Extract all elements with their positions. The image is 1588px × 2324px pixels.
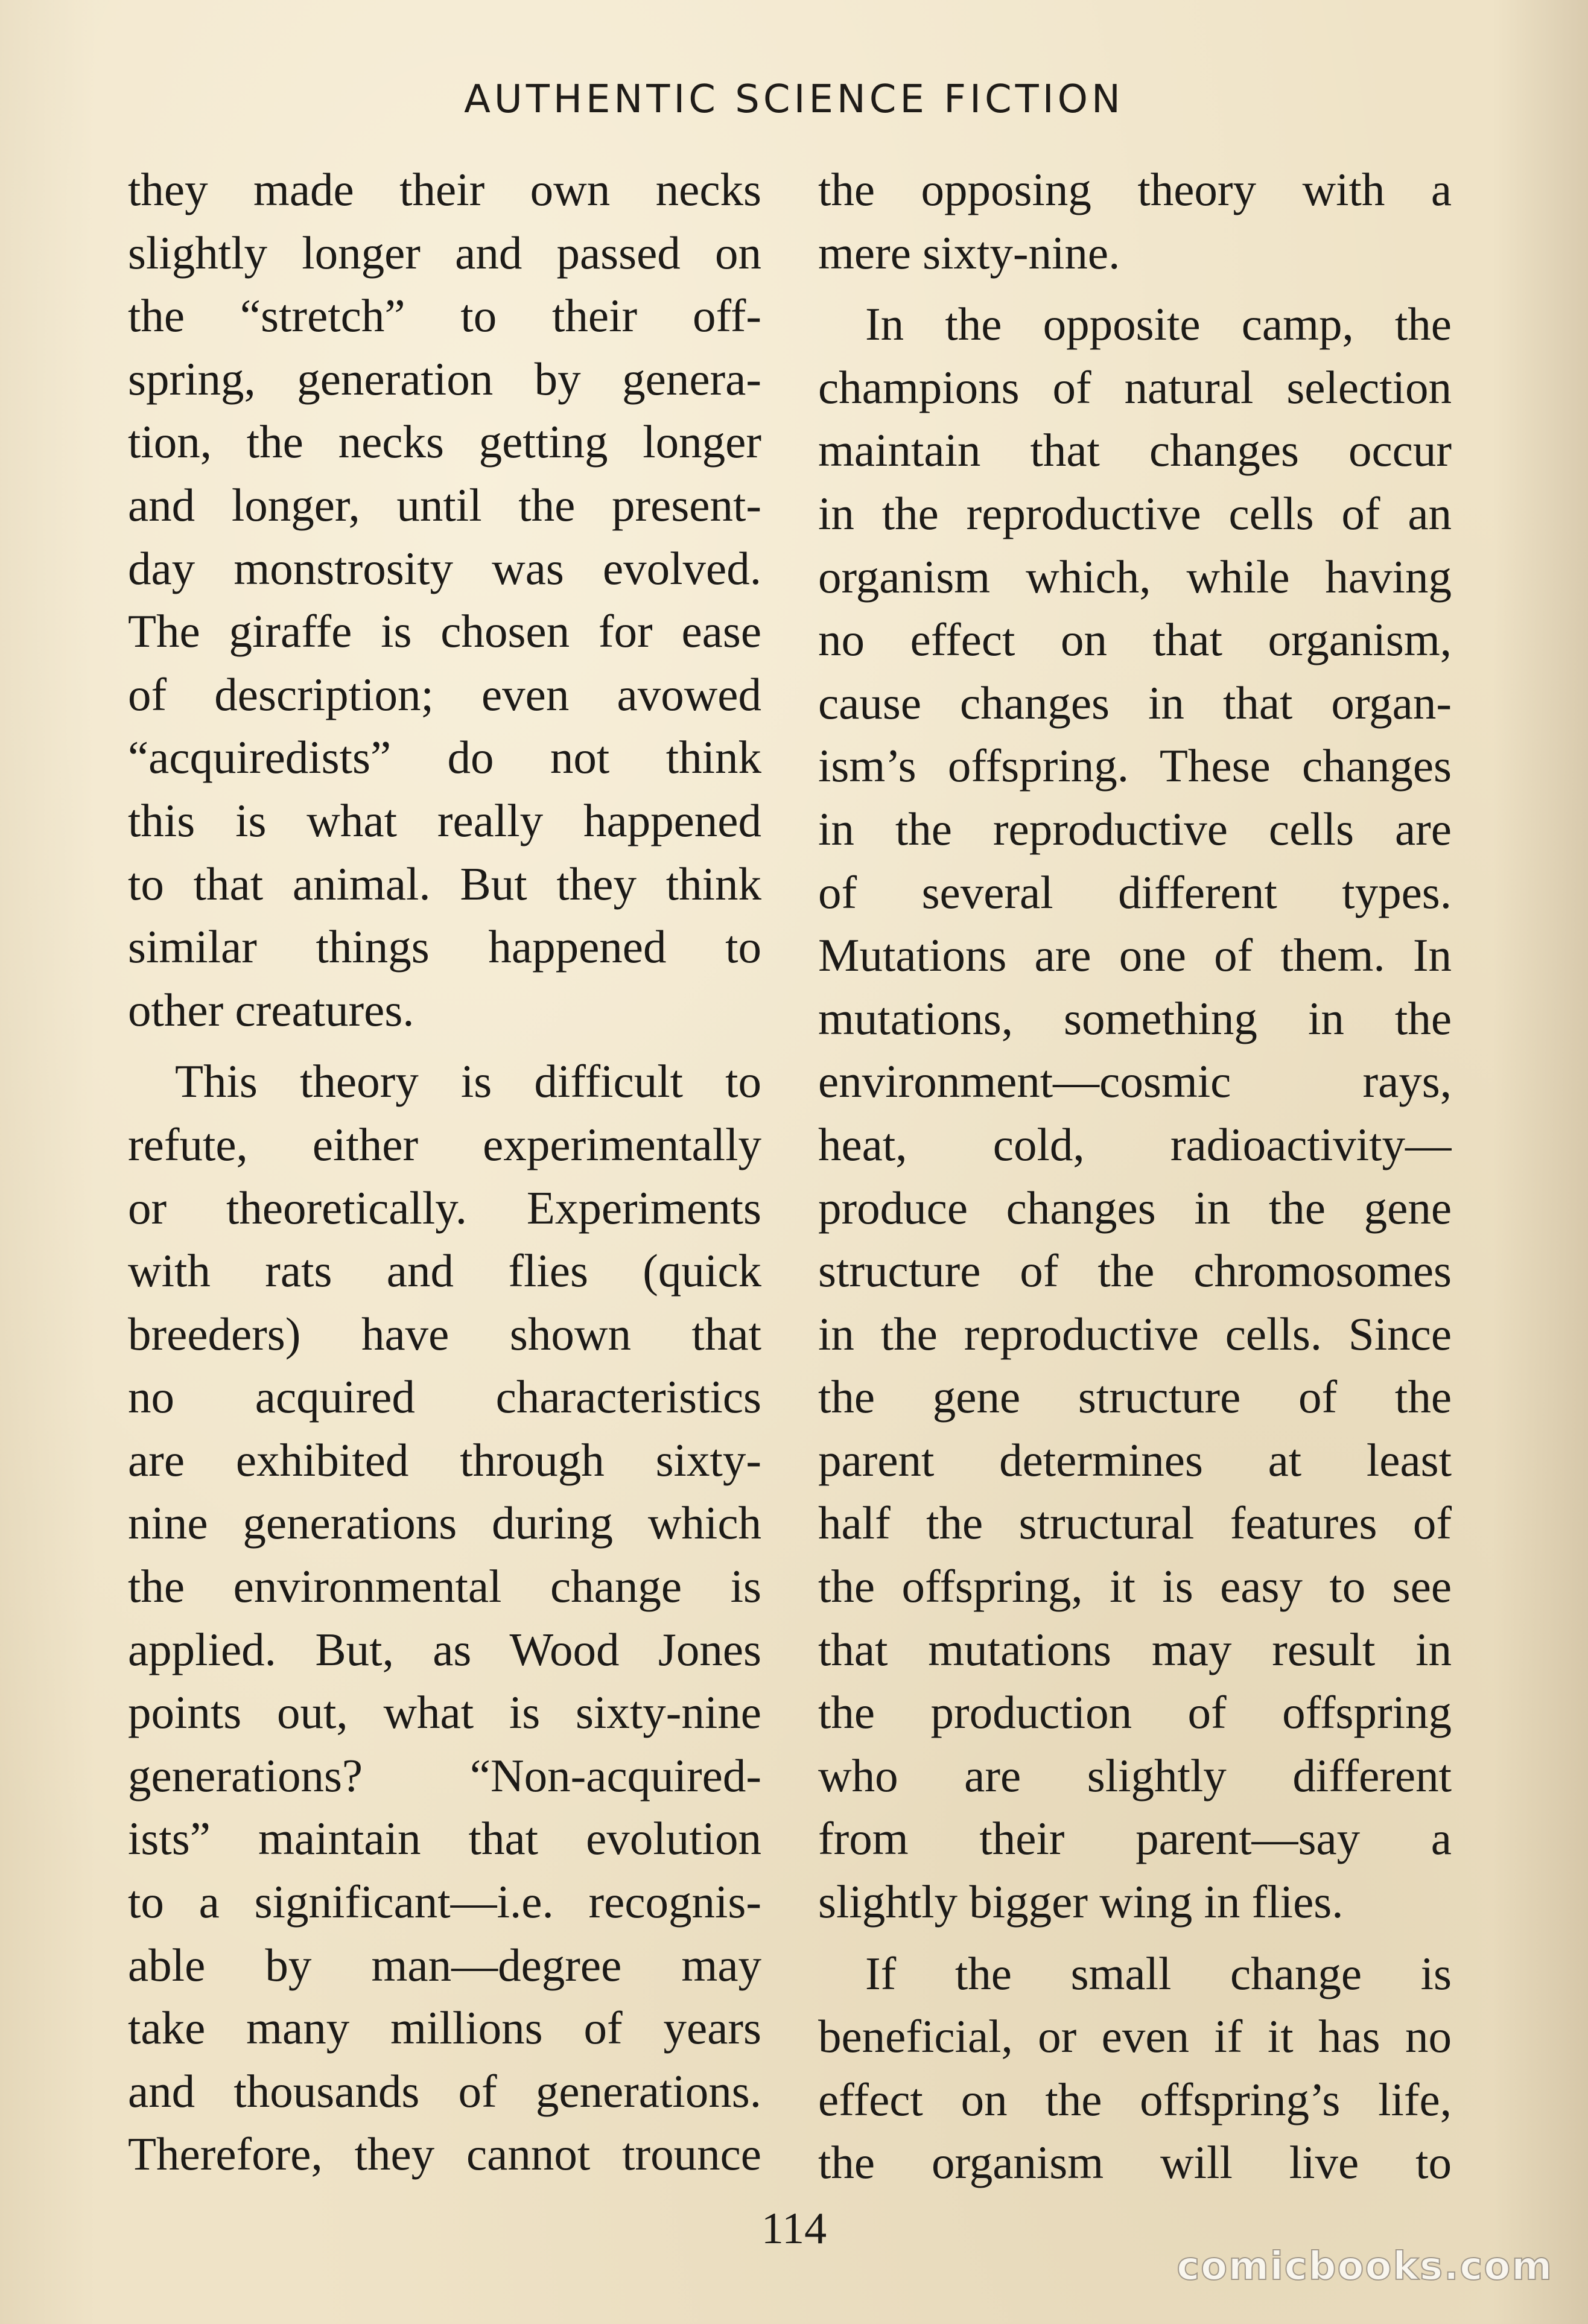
text-line: applied. But, as Wood Jones: [128, 1623, 761, 1675]
text-line: from their parent—say a: [818, 1812, 1452, 1865]
text-line: in the reproductive cells of an: [818, 487, 1452, 539]
text-line: points out, what is sixty-nine: [128, 1686, 761, 1739]
paragraph-gap: [818, 284, 1452, 293]
text-line: to a significant—i.e. recognis-: [128, 1876, 761, 1928]
text-line: this is what really happened: [128, 794, 761, 846]
text-line: the organism will live to: [818, 2136, 1452, 2189]
text-line: in the reproductive cells. Since: [818, 1307, 1452, 1360]
text-line: environment—cosmic rays,: [818, 1055, 1452, 1108]
text-line: cause changes in that organ-: [818, 676, 1452, 729]
text-line: no effect on that organism,: [818, 614, 1452, 666]
paragraph: [818, 158, 1452, 284]
text-line: of description; even avowed: [128, 668, 761, 720]
text-line: the production of offspring: [818, 1686, 1452, 1739]
text-line: “acquiredists” do not think: [128, 731, 761, 784]
text-line: to that animal. But they think: [128, 857, 761, 910]
text-line: and thousands of generations.: [128, 2065, 761, 2117]
text-line: If the small change is: [865, 1947, 1452, 1999]
paragraph: [128, 158, 761, 1041]
text-line: take many millions of years: [128, 2002, 761, 2054]
text-line: the gene structure of the: [818, 1371, 1452, 1423]
text-line: slightly longer and passed on: [128, 226, 761, 279]
text-line: spring, generation by genera-: [128, 352, 761, 405]
text-line: champions of natural selection: [818, 361, 1452, 413]
text-line: generations? “Non-acquired-: [128, 1749, 761, 1802]
text-line: effect on the offspring’s life,: [818, 2073, 1452, 2126]
paragraph-gap: [128, 1041, 761, 1050]
text-line: The giraffe is chosen for ease: [128, 605, 761, 658]
text-line: are exhibited through sixty-: [128, 1433, 761, 1486]
text-line: organism which, while having: [818, 550, 1452, 603]
right-column: [818, 158, 1452, 2194]
text-line: the “stretch” to their off-: [128, 290, 761, 342]
text-line: the environmental change is: [128, 1560, 761, 1613]
text-line: day monstrosity was evolved.: [128, 542, 761, 594]
text-line: Mutations are one of them. In: [818, 929, 1452, 982]
page-number: 114: [761, 2204, 827, 2253]
text-line: in the reproductive cells are: [818, 802, 1452, 855]
text-line: nine generations during which: [128, 1497, 761, 1549]
text-line: refute, either experimentally: [128, 1118, 761, 1170]
paragraph: [128, 1050, 761, 2186]
text-line: tion, the necks getting longer: [128, 416, 761, 468]
text-line: maintain that changes occur: [818, 424, 1452, 477]
text-line: they made their own necks: [128, 164, 761, 215]
text-line: This theory is difficult to: [175, 1055, 761, 1108]
text-line: and longer, until the present-: [128, 478, 761, 531]
text-line: the offspring, it is easy to see: [818, 1560, 1452, 1613]
text-line: mutations, something in the: [818, 992, 1452, 1044]
text-line: who are slightly different: [818, 1749, 1452, 1802]
text-line: produce changes in the gene: [818, 1181, 1452, 1234]
text-line: similar things happened to: [128, 921, 761, 973]
text-line: the opposing theory with a: [818, 164, 1452, 215]
watermark-logo: comicbooks.com: [1177, 2244, 1553, 2289]
text-line: or theoretically. Experiments: [128, 1181, 761, 1234]
text-line: heat, cold, radioactivity—: [818, 1118, 1452, 1170]
text-line: that mutations may result in: [818, 1623, 1452, 1675]
text-line: able by man—degree may: [128, 1938, 761, 1991]
text-line: mere sixty-nine.: [818, 226, 1120, 279]
text-line: half the structural features of: [818, 1497, 1452, 1549]
text-line: In the opposite camp, the: [865, 298, 1452, 351]
text-line: Therefore, they cannot trounce: [128, 2128, 761, 2180]
left-column: [128, 158, 761, 2186]
text-line: ists” maintain that evolution: [128, 1812, 761, 1865]
text-line: other creatures.: [128, 983, 414, 1036]
text-line: beneficial, or even if it has no: [818, 2010, 1452, 2063]
text-line: no acquired characteristics: [128, 1371, 761, 1423]
text-line: ism’s offspring. These changes: [818, 740, 1452, 792]
text-line: structure of the chromosomes: [818, 1245, 1452, 1297]
text-line: of several different types.: [818, 866, 1452, 918]
paragraph: [818, 293, 1452, 1933]
text-line: breeders) have shown that: [128, 1307, 761, 1360]
paragraph-gap: [818, 1934, 1452, 1942]
text-line: slightly bigger wing in flies.: [818, 1876, 1344, 1928]
paragraph: [818, 1942, 1452, 2194]
text-line: with rats and flies (quick: [128, 1245, 761, 1297]
running-head: AUTHENTIC SCIENCE FICTION: [464, 77, 1124, 122]
text-line: parent determines at least: [818, 1433, 1452, 1486]
